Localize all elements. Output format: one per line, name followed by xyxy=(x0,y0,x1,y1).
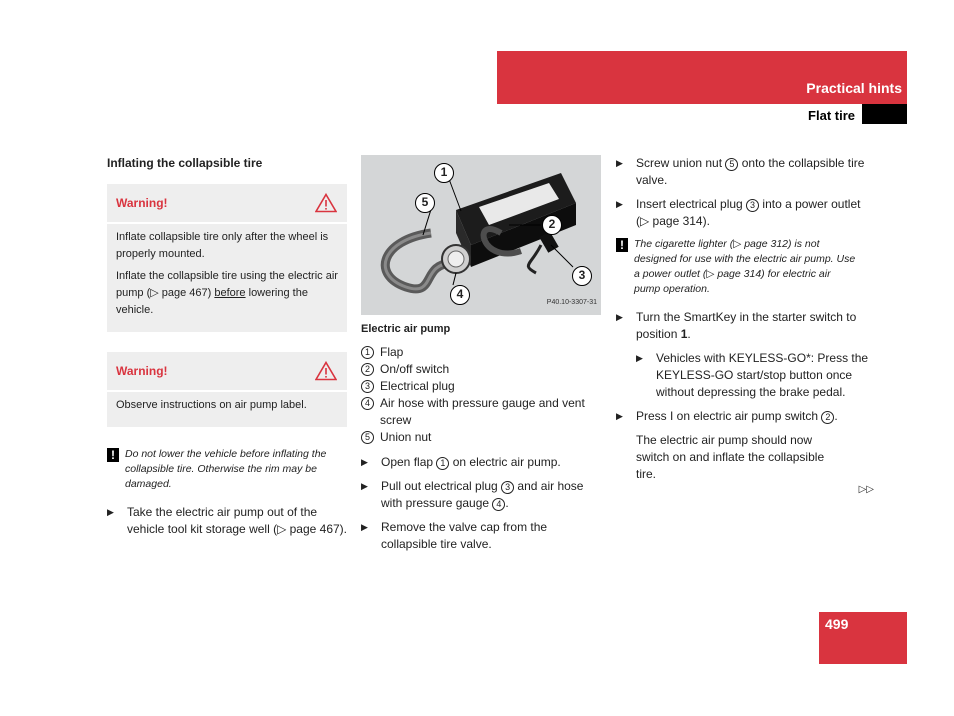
callout-4: 4 xyxy=(450,285,470,305)
header-band xyxy=(497,51,907,104)
section-title: Practical hints xyxy=(806,80,902,96)
figure-caption: Electric air pump xyxy=(361,323,451,335)
bullet-arrow-icon: ▶ xyxy=(361,522,368,532)
callout-2: 2 xyxy=(542,215,562,235)
instruction-step: ▶ Open flap 1 on electric air pump. xyxy=(361,455,561,469)
legend-item: 1 Flap xyxy=(361,344,601,361)
bullet-arrow-icon: ▶ xyxy=(616,158,623,168)
subsection-title: Flat tire xyxy=(808,108,855,123)
figure-code: P40.10-3307-31 xyxy=(546,299,597,306)
warning-label: Warning! xyxy=(116,363,168,378)
callout-5: 5 xyxy=(415,193,435,213)
bullet-arrow-icon: ▶ xyxy=(361,481,368,491)
warning-box-2 xyxy=(107,352,347,427)
legend-item: 4 Air hose with pressure gauge and vent screw xyxy=(361,395,601,429)
column-3 xyxy=(616,155,874,495)
bullet-arrow-icon: ▶ xyxy=(616,312,623,322)
exclamation-icon: ! xyxy=(616,238,628,252)
instruction-step: ▶ Remove the valve cap from the collapsible tire valve. xyxy=(361,520,548,551)
warning-box-1 xyxy=(107,184,347,332)
warning-text: Inflate the collapsible tire using the electric air pump (▷ page 467) before lowering the vehicle. xyxy=(116,270,338,316)
result-text: The electric air pump should now switch on and inflate the collapsible tire. xyxy=(636,433,825,481)
legend-item: 3 Electrical plug xyxy=(361,378,601,395)
legend-item: 5 Union nut xyxy=(361,429,601,446)
bullet-arrow-icon: ▶ xyxy=(636,353,643,363)
bullet-arrow-icon: ▶ xyxy=(107,507,114,517)
figure-legend xyxy=(361,344,601,446)
note: ! The cigarette lighter (▷ page 312) is not designed for use with the electric air pump. Use a power outlet (▷ page 314) for electric air pump operation. xyxy=(616,237,856,297)
instruction-step: ▶ Pull out electrical plug 3 and air hose with pressure gauge 4 . xyxy=(361,479,584,510)
instruction-step: ▶ Press I on electric air pump switch 2 . xyxy=(616,409,838,423)
column-1 xyxy=(107,155,347,545)
instruction-step: ▶ Take the electric air pump out of the vehicle tool kit storage well (▷ page 467). xyxy=(107,505,348,536)
column-2 xyxy=(361,155,601,560)
callout-3: 3 xyxy=(572,266,592,286)
warning-label: Warning! xyxy=(116,195,168,210)
bullet-arrow-icon: ▶ xyxy=(616,411,623,421)
air-pump-illustration xyxy=(361,155,601,315)
callout-1: 1 xyxy=(434,163,454,183)
instruction-step: ▶ Turn the SmartKey in the starter switch to position 1. xyxy=(616,310,857,341)
page-number: 499 xyxy=(825,616,849,632)
instruction-sub-step: ▶ Vehicles with KEYLESS-GO*: Press the KEYLESS-GO start/stop button once without depressing the brake pedal. xyxy=(636,351,869,399)
air-pump-drawing xyxy=(361,155,601,315)
section-heading: Inflating the collapsible tire xyxy=(107,156,263,170)
warning-text: Inflate collapsible tire only after the wheel is properly mounted. xyxy=(116,231,329,260)
bullet-arrow-icon: ▶ xyxy=(361,457,368,467)
note: ! Do not lower the vehicle before inflating the collapsible tire. Otherwise the rim may be damaged. xyxy=(107,447,347,492)
continue-icon: ▷▷ xyxy=(858,484,874,495)
warning-triangle-icon xyxy=(315,361,337,381)
warning-triangle-icon xyxy=(315,193,337,213)
subheader-marker xyxy=(862,104,907,124)
instruction-step: ▶ Screw union nut 5 onto the collapsible tire valve. xyxy=(616,156,865,187)
exclamation-icon: ! xyxy=(107,448,119,462)
legend-item: 2 On/off switch xyxy=(361,361,601,378)
warning-text: Observe instructions on air pump label. xyxy=(116,399,307,411)
instruction-step: ▶ Insert electrical plug 3 into a power outlet (▷ page 314). xyxy=(616,197,861,228)
bullet-arrow-icon: ▶ xyxy=(616,199,623,209)
